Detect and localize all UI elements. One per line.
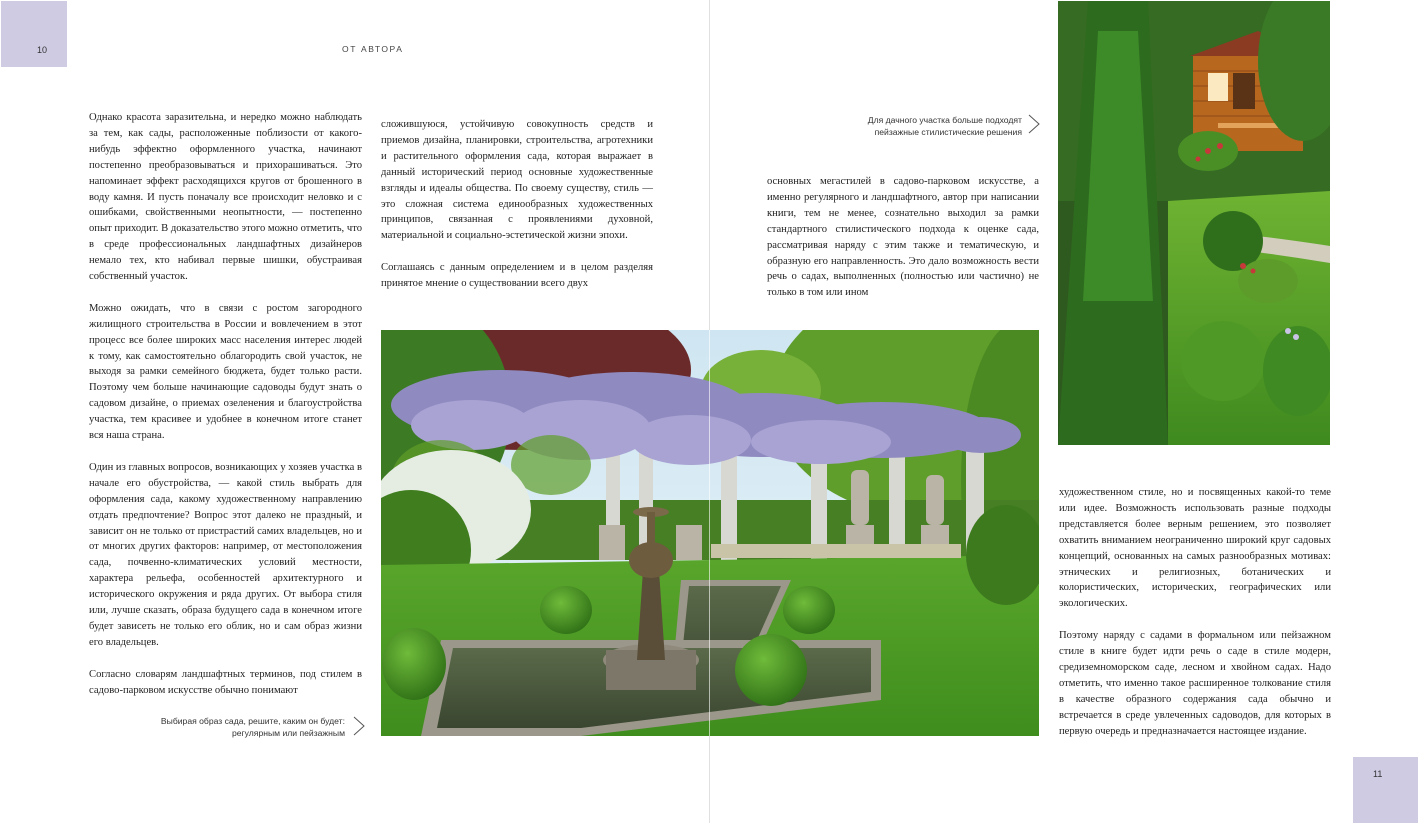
text-column-1 [89, 110, 362, 698]
caption-text: Для дачного участка больше подходят пейзажные стилистические решения [867, 115, 1022, 137]
paragraph: художественном стиле, но и посвященных какой-то теме или идее. Возможность использовать разные подходы представляется более верным решением, это позволяет охватить вниманием неограниченно широкий круг садовых концепций, основанных на самых разнообразных мотивах: этнических и религиозных, ботанических и колористических, исторических, географических или экологических. [1059, 487, 1331, 610]
caption-text: Выбирая образ сада, решите, каким он будет: регулярным или пейзажным [160, 716, 345, 738]
caption-arrow-icon [353, 716, 365, 736]
left-page-number-box [1, 1, 67, 67]
house-illustration [1058, 1, 1330, 445]
right-page-number: 11 [1373, 769, 1383, 779]
garden-pergola-photo [381, 330, 1039, 736]
paragraph: Поэтому наряду с садами в формальном или пейзажном стиле в книге будет идти речь о саде в стиле модерн, средиземноморском саде, лесном и хвойном садах. Надо отметить, что именно такое расширенное толкование стиля в качестве образного содержания сада обычно и встречается в среде увлеченных садоводов, для которых в первую очередь и предназначается настоящее издание. [1059, 630, 1331, 737]
left-page-number: 10 [37, 45, 48, 55]
paragraph: Однако красота заразительна, и нередко можно наблюдать за тем, как сады, расположенные поблизости от какого-нибудь эффектно оформленного участка, начинают постепенно преобразовываться и прихорашиваться. Это напоминает эффект расходящихся кругов от брошенного в воду камня. И пусть поначалу все происходит неловко и с ошибками, свойственными неопытности, — постепенно опыт приходит. В доказательство этого можно отметить, что в среде профессиональных ландшафтных дизайнеров немало тех, кто набивал первые шишки, обустраивая собственный участок. [89, 112, 362, 283]
text-column-4 [1059, 485, 1331, 739]
paragraph: основных мегастилей в садово-парковом искусстве, а именно регулярного и ландшафтного, автор при написании книги, тем не менее, сознательно выходил за рамки стандартного стилистического подхода к оценке сада, рассматривая наряду с этим также и тематическую, и образную его направленность. Это дало возможность вести речь о садах, выполненных (полностью или частично) не только в том или ином [767, 176, 1039, 299]
text-column-3 [767, 174, 1039, 301]
paragraph: Соглашаясь с данным определением и в целом разделяя принятое мнение о существовании всего двух [381, 262, 653, 290]
photo-caption-right [830, 115, 1022, 138]
photo-caption-left [160, 716, 345, 739]
running-head: ОТ АВТОРА [342, 44, 404, 54]
paragraph: сложившуюся, устойчивую совокупность средств и приемов дизайна, планировки, строительства, агротехники и растительного оформления сада, которая выражает в данный исторический период основные художественные взгляды и идеалы общества. По своему существу, стиль — это сложная система единообразных художественных принципов, связанная с проявлениями духовной, материальной и социально-эстетической жизни эпохи. [381, 119, 653, 242]
garden-illustration [381, 330, 1039, 736]
paragraph: Согласно словарям ландшафтных терминов, под стилем в садово-парковом искусстве обычно понимают [89, 668, 362, 696]
right-page-number-box [1353, 757, 1418, 823]
paragraph: Можно ожидать, что в связи с ростом загородного жилищного строительства в России и вовлечением в этот процесс все более широких масс населения интерес людей к тому, как самостоятельно облагородить свой участок, не выходя за рамки семейного бюджета, будет только расти. Поэтому чем больше начинающие садоводы будут знать о садовом дизайне, о приемах озеленения и благоустройства участка, тем красивее и удобнее в конечном итоге станет вся наша страна. [89, 302, 362, 442]
caption-arrow-icon [1028, 114, 1040, 134]
text-column-2 [381, 117, 653, 292]
dacha-garden-photo [1058, 1, 1330, 445]
paragraph: Один из главных вопросов, возникающих у хозяев участка в начале его обустройства, — какой стиль выбрать для оформления сада, какому художественному направлению отдать предпочтение? Вопрос этот далеко не праздный, и зависит он не только от пристрастий самих владельцев, но и от многих других факторов: например, от местоположения сада, почвенно-климатических условий местности, характера рельефа, особенностей архитектурного и исторического окружения и ряда других. От выбора стиля или, лучше сказать, образа будущего сада в конечном итоге будет зависеть не только его облик, но и сам образ жизни его владельцев. [89, 461, 362, 648]
